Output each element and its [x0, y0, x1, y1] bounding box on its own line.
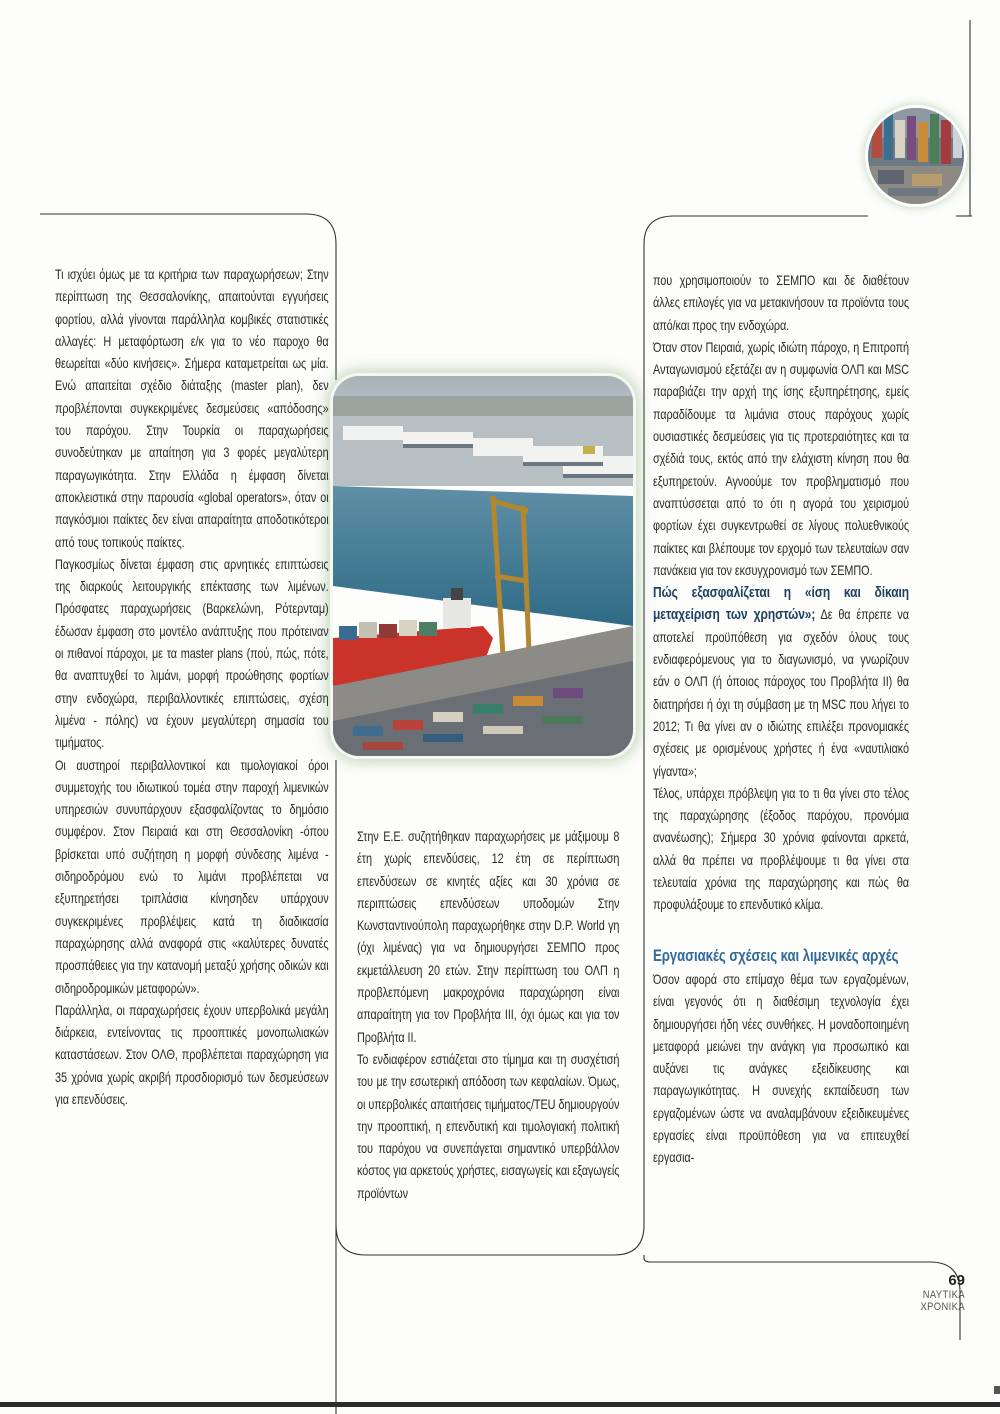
bottom-scan-edge: [0, 1402, 1000, 1407]
right-closing-paragraph: Τέλος, υπάρχει πρόβλεψη για το τι θα γίνει στο τέλος της παραχώρησης (έξοδος παρόχου, προνόμια ανανέωσης); Σήμερα 30 χρόνια φαίνονται αρκετά, αλλά θα πρέπει να προβλέψουμε τι θα γίνει στα τελευταία χρόνια της παραχώρησης και πώς θα προφυλάξουμε το επενδυτικό κλίμα.: [653, 785, 909, 913]
edge-mark: [994, 1386, 1000, 1394]
left-paragraph-3: Οι αυστηροί περιβαλλοντικοί και τιμολογιακοί όροι συμμετοχής του ιδιωτικού τομέα στην παροχή λιμενικών υπηρεσιών συνυπάρχουν εξασφαλίζοντας το δημόσιο συμφέρον. Στον Πειραιά και στη Θεσσαλονίκη -όπου βρίσκεται υπό συζήτηση η μορφή σύνδεσης λιμένα - σιδηροδρόμου ενώ το λιμάνι προβλέπεται να εξυπηρετήσει τριπλάσια κίνησηδεν υπάρχουν συγκεκριμένες προβλέψεις κατά τη διαδικασία παραχώρησης αλλά αναφορά στις «καλύτερες δυνατές προσπάθειες για την κατανομή μεταξύ χρήσης οδικών και σιδηροδρομικών μεταφορών».: [55, 757, 329, 996]
section-body: Όσον αφορά στο επίμαχο θέμα των εργαζομένων, είναι γεγονός ότι η διαθέσιμη τεχνολογία έχει δημιουργήσει ήδη νέες συνθήκες. Η μοναδοποιημένη μεταφορά μειώνει την ανάγκη για προσωπικό και αυξάνει τις ανάγκες εξειδίκευσης και παραγωγικότητας. Η συνεχής εκπαίδευση των εργαζομένων ώστε να αναλαμβάνουν εξειδικευμένες εργασίες είναι προϋπόθεση για να επιτευχθεί εργασια-: [653, 971, 909, 1166]
mid-paragraph-1: Στην Ε.Ε. συζητήθηκαν παραχωρήσεις με μάξιμουμ 8 έτη χωρίς επενδύσεις, 12 έτη σε περίπτωση επενδύσεων σε κινητές αξίες και 30 χρόνια σε περιπτώσεις επενδύσεων υποδομών Στην Κωνσταντινούπολη παραχωρήθηκε στην D.P. World γη (όχι λιμένας) για να δημιουργήσει ΣΕΜΠΟ προς εκμετάλλευση 20 ετών. Στην περίπτωση του ΟΛΠ η προβλεπόμενη μακροχρόνια παραχώρηση είναι απαραίτητη για τον Προβλήτα ΙΙΙ, όχι όμως και για τον Προβλήτα ΙΙ.: [357, 829, 620, 1045]
right-paragraph-1: που χρησιμοποιούν το ΣΕΜΠΟ και δε διαθέτουν άλλες επιλογές για να μετακινήσουν τα προϊόντα τους από/και προς την ενδοχώρα.: [653, 273, 909, 333]
mid-paragraph-2: Το ενδιαφέρον εστιάζεται στο τίμημα και τη συσχέτισή του με την εσωτερική απόδοση των κεφαλαίων. Όμως, οι υπερβολικές απαιτήσεις τιμήματος/TEU δημιουργούν την προοπτική, η επενδυτική και τιμολογιακή πολιτική του παρόχου να συνεπάγεται σημαντικό υπερβάλλον κόστος για αρκετούς χρήστες, εισαγωγείς και εξαγωγείς προϊόντων: [357, 1051, 620, 1201]
magazine-name-line2: ΧΡΟΝΙΚΑ: [920, 1301, 965, 1313]
right-question-paragraph: [653, 582, 909, 783]
right-column: [653, 270, 909, 1170]
middle-column: [357, 826, 619, 1205]
question-lead: Πώς εξασφαλίζεται η «ίση και δίκαιη μεταχείριση των χρηστών»;: [653, 584, 909, 624]
page-footer: [885, 1272, 965, 1313]
page-number: 69: [948, 1272, 965, 1289]
piraeus-port-photo: [333, 376, 633, 756]
left-paragraph-2: Παγκοσμίως δίνεται έμφαση στις αρνητικές επιπτώσεις της διαρκούς λειτουργικής επέκτασης των λιμένων. Πρόσφατες παραχωρήσεις (Βαρκελώνη, Ρότερνταμ) έδωσαν έμφαση στο μοντέλο ανάπτυξης που πρότειναν οι πιθανοί πάροχοι, με τα master plans (πού, πώς, πότε, θα αναπτυχθεί το λιμάνι, μορφή προώθησης φορτίων στην ενδοχώρα, περιβαλλοντικές επιπτώσεις, σχέση λιμένα - πόλης) να έχουν μεγαλύτερη σημασία του τιμήματος.: [55, 556, 329, 751]
magazine-name-line1: ΝΑΥΤΙΚΑ: [922, 1289, 965, 1301]
left-paragraph-1: Τι ισχύει όμως με τα κριτήρια των παραχωρήσεων; Στην περίπτωση της Θεσσαλονίκης, απαιτούνται εγγυήσεις φορτίου, αλλά γίνονται παράλληλα κομβικές στατιστικές αλλαγές: Η μεταφόρτωση ε/κ για το νέο παροχο θα θεωρείται «δύο κινήσεις». Σήμερα καταμετρείται ως μία. Ενώ απαιτείται σχέδιο διάταξης (master plan), δεν προβλέπονται συγκεκριμένες δεσμεύσεις «απόδοσης» του παρόχου. Στην Τουρκία οι παραχωρήσεις συνοδεύτηκαν με απαίτηση για 3 φορές μεγαλύτερη παραγωγικότητα. Στην Ελλάδα η έμφαση δίνεται αποκλειστικά στην παρουσία «global operators», όταν οι παγκόσμιοι παίκτες δεν είναι απαραίτητα αποδοτικότεροι από τους τοπικούς παίκτες.: [55, 267, 329, 550]
question-body: Δε θα έπρεπε να αποτελεί προϋπόθεση για σχεδόν όλους τους ενδιαφερόμενους για το διαγωνισμό, να γνωρίζουν εάν ο ΟΛΠ (ή όποιος πάροχος του Προβλήτα ΙΙ) θα διατηρήσει ή όχι τη σύμβαση με τη MSC που λήγει το 2012; Τι θα γίνει αν ο ιδιώτης επιλέξει προνομιακές σχέσεις με ορισμένους χρήστες ή ένα «ναυτιλιακό γίγαντα»;: [653, 607, 909, 779]
right-paragraph-2: Όταν στον Πειραιά, χωρίς ιδιώτη πάροχο, η Επιτροπή Ανταγωνισμού εξετάζει αν η συμφωνία ΟΛΠ και MSC παραβιάζει την αρχή της ίσης εξυπηρέτησης, εμείς παραδίδουμε τα λιμάνια στους παρόχους χωρίς ουσιαστικές δεσμεύσεις για τις προτεραιότητες και τα σχέδιά τους, εκτός από την ελάχιστη κίνηση που θα εξυπηρετούν. Αγνοούμε τον προβληματισμό που αναπτύσσεται από το ότι η αγορά του χειρισμού φορτίων έχει συγκεντρωθεί σε λίγους πολυεθνικούς παίκτες και βλέπουμε τον ερχομό των τελευταίων σαν πανάκεια για τον εκσυγχρονισμό των ΣΕΜΠΟ.: [653, 339, 909, 578]
left-paragraph-4: Παράλληλα, οι παραχωρήσεις έχουν υπερβολικά μεγάλη διάρκεια, εντείνοντας τις προοπτικές μονοπωλιακών καταστάσεων. Στον ΟΛΘ, προβλέπεται παραχώρηση για 35 χρόνια χωρίς ακριβή προσδιορισμό των δεσμεύσεων για επενδύσεις.: [55, 1002, 329, 1107]
left-column: [55, 264, 329, 1111]
container-yard-photo: [868, 108, 964, 204]
section-heading: Εργασιακές σχέσεις και λιμενικές αρχές: [653, 946, 899, 965]
